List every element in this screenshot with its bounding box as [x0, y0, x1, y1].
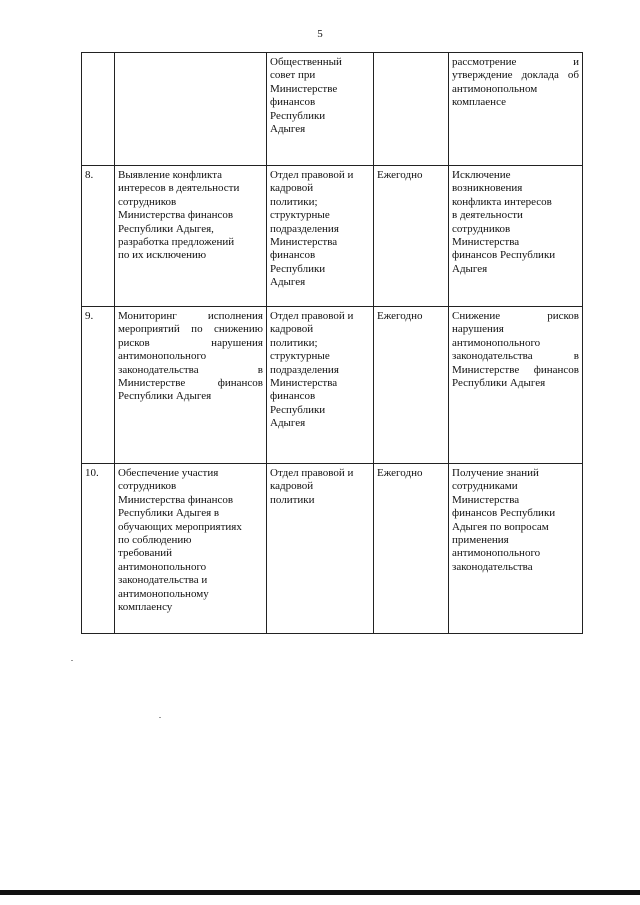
cell-responsible: Отдел правовой и кадровой политики; структурные подразделения Министерства финансов Республики Адыгея: [267, 307, 374, 464]
cell-action: Мониторинг исполнения мероприятий по снижению рисков нарушения антимонопольного законодательства в Министерстве финансов Республики Адыгея: [115, 307, 267, 464]
cell-result: рассмотрение и утверждение доклада об антимонопольном комплаенсе: [449, 53, 583, 166]
cell-responsible: Общественный совет при Министерстве финансов Республики Адыгея: [267, 53, 374, 166]
cell-term: Ежегодно: [374, 307, 449, 464]
cell-term: Ежегодно: [374, 166, 449, 307]
table-row: [82, 53, 583, 166]
cell-action: Обеспечение участия сотрудников Министерства финансов Республики Адыгея в обучающих мероприятиях по соблюдению требований антимонопольного законодательства и антимонопольному комплаенсу: [115, 464, 267, 634]
cell-responsible: Отдел правовой и кадровой политики: [267, 464, 374, 634]
cell-action: [115, 53, 267, 166]
cell-action: Выявление конфликта интересов в деятельности сотрудников Министерства финансов Республики Адыгея, разработка предложений по их исключению: [115, 166, 267, 307]
measures-table: [81, 52, 583, 634]
scan-speck: [71, 660, 73, 661]
cell-term: Ежегодно: [374, 464, 449, 634]
cell-term: [374, 53, 449, 166]
scan-speck: [159, 717, 161, 718]
cell-result: Исключение возникновения конфликта интересов в деятельности сотрудников Министерства финансов Республики Адыгея: [449, 166, 583, 307]
cell-result: Снижение рисков нарушения антимонопольного законодательства в Министерстве финансов Республики Адыгея: [449, 307, 583, 464]
page-number: 5: [317, 28, 323, 40]
cell-number: [82, 53, 115, 166]
scan-edge-bar: [0, 890, 640, 895]
table-row: [82, 166, 583, 307]
cell-result: Получение знаний сотрудниками Министерства финансов Республики Адыгея по вопросам применения антимонопольного законодательства: [449, 464, 583, 634]
table-row: [82, 464, 583, 634]
cell-number: 10.: [82, 464, 115, 634]
cell-number: 8.: [82, 166, 115, 307]
cell-responsible: Отдел правовой и кадровой политики; структурные подразделения Министерства финансов Республики Адыгея: [267, 166, 374, 307]
cell-number: 9.: [82, 307, 115, 464]
table-row: [82, 307, 583, 464]
